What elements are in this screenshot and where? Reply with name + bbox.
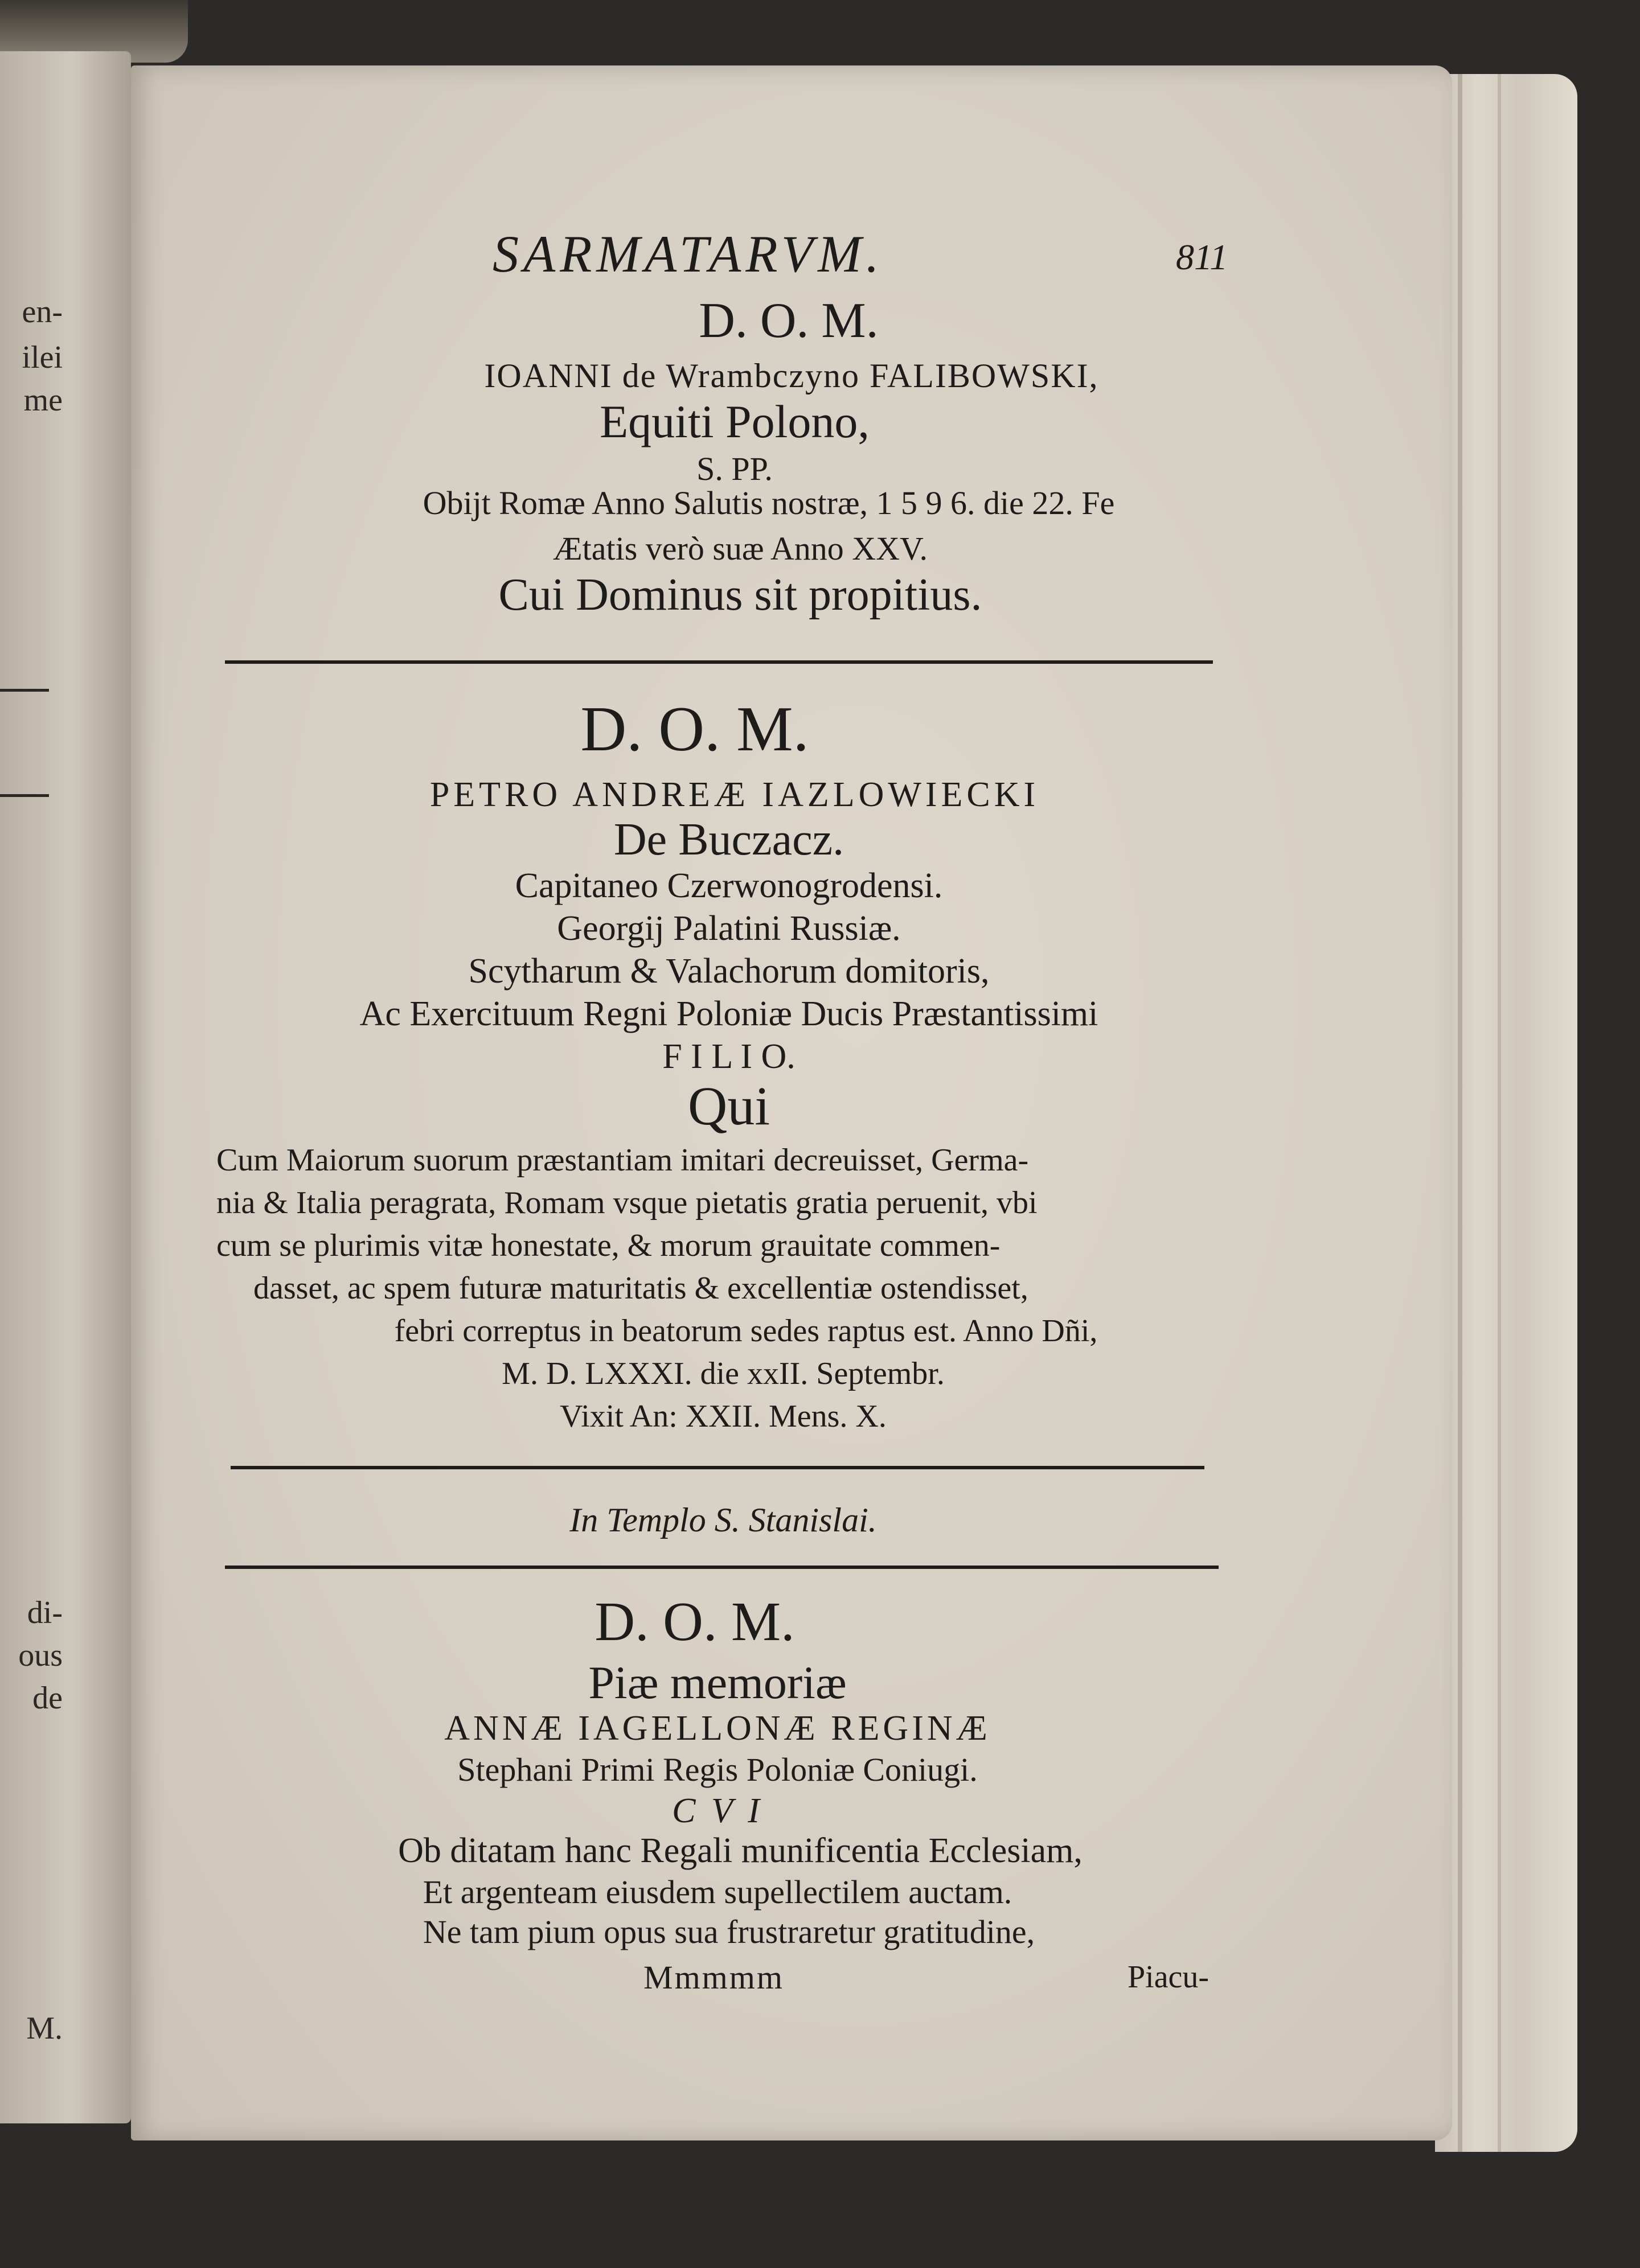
inscription-line: Et argenteam eiusdem supellectilem auctam.	[423, 1873, 1012, 1910]
inscription-name: IOANNI de Wrambczyno FALIBOWSKI,	[484, 357, 1099, 395]
inscription-line: Capitaneo Czerwonogrodensi.	[515, 866, 943, 905]
page-number: 811	[1176, 237, 1228, 277]
inscription-line: Qui	[688, 1075, 770, 1136]
inscription-line: Ætatis verò suæ Anno XXV.	[553, 530, 928, 567]
divider-rule	[231, 1466, 1204, 1469]
left-fragment: ilei	[22, 340, 63, 375]
inscription-line: Piæ memoriæ	[588, 1657, 847, 1708]
paragraph-line: dasset, ac spem futuræ maturitatis & excellentiæ ostendisset,	[253, 1271, 1028, 1306]
left-fragment: de	[32, 1681, 63, 1716]
inscription-line: Ac Exercituum Regni Poloniæ Ducis Præstantissimi	[359, 995, 1098, 1033]
paragraph-line: febri correptus in beatorum sedes raptus est. Anno Dñi,	[394, 1313, 1098, 1349]
left-fragment: ous	[18, 1638, 63, 1673]
paragraph-line: M. D. LXXXI. die xxII. Septembr.	[502, 1356, 945, 1391]
inscription-line: Scytharum & Valachorum domitoris,	[468, 952, 990, 991]
inscription-name: PETRO ANDREÆ IAZLOWIECKI	[429, 775, 1040, 814]
inscription-line: Obijt Romæ Anno Salutis nostræ, 1 5 9 6. die 22. Fe	[423, 484, 1115, 521]
paragraph-line: Vixit An: XXII. Mens. X.	[560, 1399, 887, 1434]
inscription-line: De Buczacz.	[613, 815, 844, 865]
paragraph-line: Cum Maiorum suorum præstantiam imitari decreuisset, Germa-	[216, 1143, 1029, 1178]
signature-mark: Mmmmm	[643, 1959, 785, 1996]
dom-heading: D. O. M.	[580, 694, 809, 765]
inscription-line: Stephani Primi Regis Poloniæ Coniugi.	[457, 1751, 978, 1788]
inscription-line: F I L I O.	[662, 1037, 796, 1076]
inscription-title: Equiti Polono,	[600, 396, 870, 447]
page-edges	[1435, 74, 1577, 2152]
left-fragment: M.	[26, 2011, 63, 2046]
dom-heading: D. O. M.	[699, 293, 879, 348]
paragraph-line: cum se plurimis vitæ honestate, & morum grauitate commen-	[216, 1228, 1001, 1263]
paragraph-line: nia & Italia peragrata, Romam vsque pietatis gratia peruenit, vbi	[216, 1185, 1038, 1221]
inscription-line: C V I	[672, 1792, 763, 1830]
section-heading: In Templo S. Stanislai.	[569, 1501, 877, 1539]
dom-heading: D. O. M.	[594, 1591, 795, 1653]
left-rule	[0, 689, 49, 692]
divider-rule	[225, 1566, 1219, 1569]
inscription-line: Georgij Palatini Russiæ.	[557, 909, 901, 948]
inscription-name: ANNÆ IAGELLONÆ REGINÆ	[444, 1709, 991, 1748]
left-rule	[0, 794, 49, 797]
left-fragment: en-	[22, 294, 63, 330]
catchword: Piacu-	[1128, 1959, 1210, 1995]
left-fragment: me	[23, 383, 63, 418]
inscription-line: Ob ditatam hanc Regali munificentia Ecclesiam,	[398, 1831, 1083, 1870]
book-page	[131, 65, 1452, 2140]
running-title: SARMATARVM.	[493, 225, 884, 283]
inscription-line: Cui Dominus sit propitius.	[498, 570, 982, 620]
divider-rule	[225, 660, 1213, 664]
left-fragment: di-	[27, 1595, 63, 1630]
inscription-line: Ne tam pium opus sua frustraretur gratitudine,	[423, 1913, 1035, 1950]
inscription-line: S. PP.	[696, 450, 773, 487]
